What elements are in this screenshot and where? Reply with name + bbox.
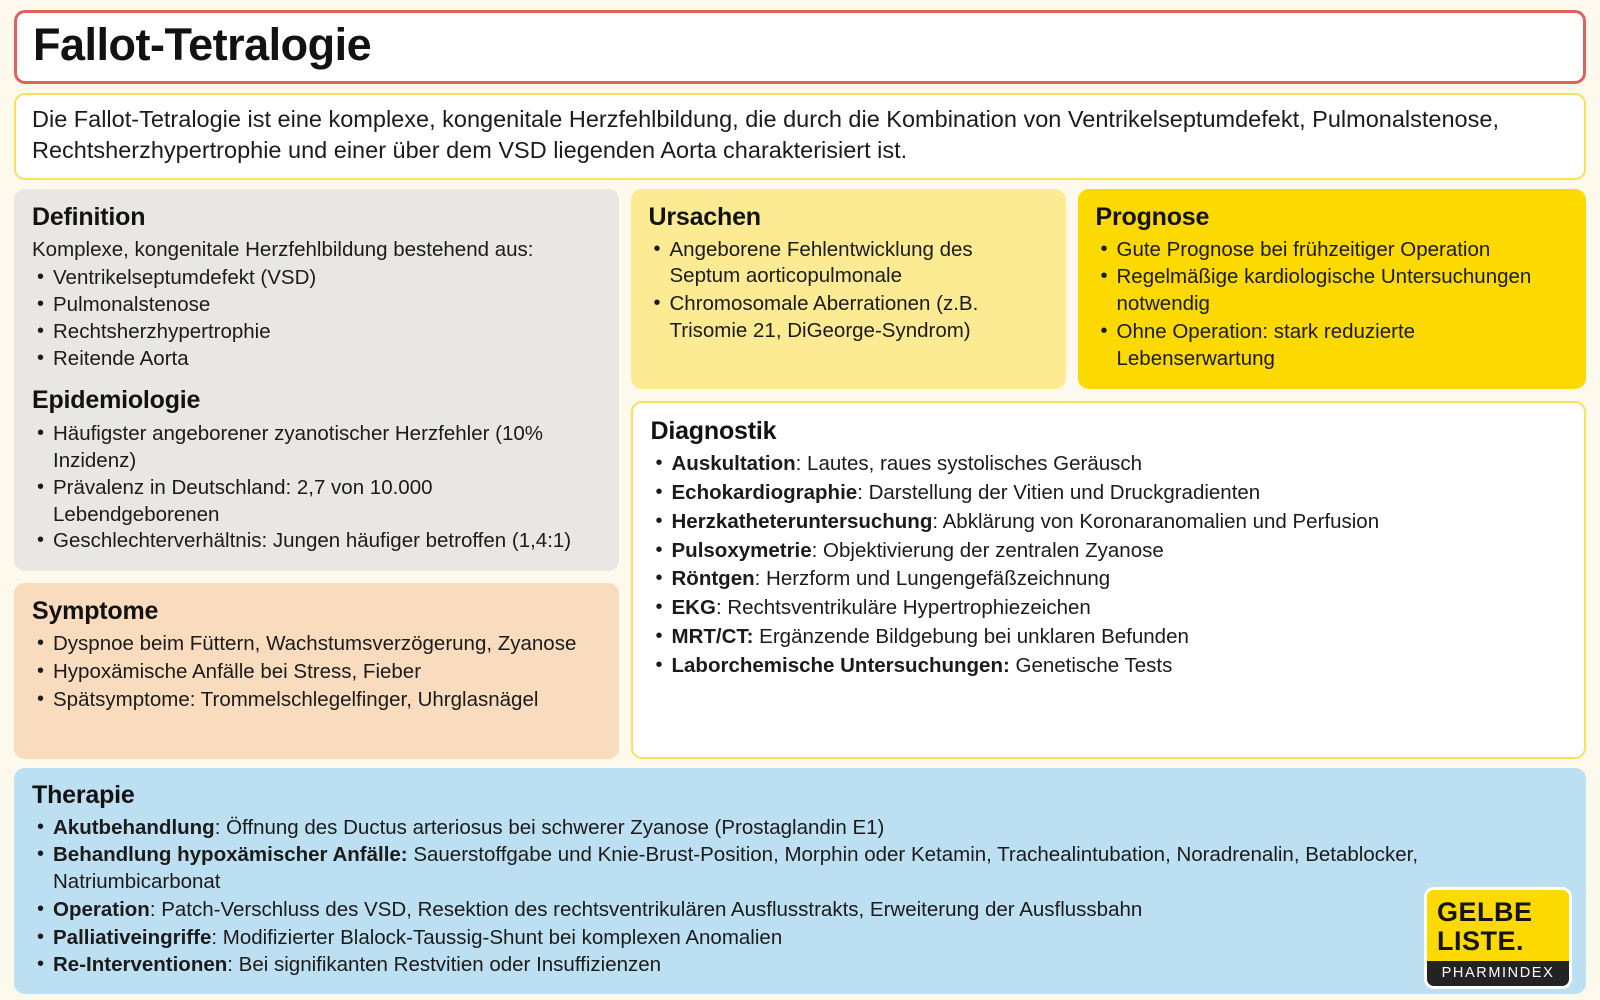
therapie-heading: Therapie (32, 780, 135, 809)
list-item-term: Behandlung hypoxämischer Anfälle: (53, 843, 408, 867)
list-item-term: Röntgen (671, 567, 755, 591)
list-item (32, 925, 1568, 952)
logo-line-2: LISTE. (1437, 926, 1525, 956)
list-item (651, 566, 1567, 593)
list-item (651, 480, 1567, 507)
list-item-term: Pulsoxymetrie (671, 538, 812, 562)
list-item: • Ohne Operation: stark reduzierte Lebenserwartung (1096, 319, 1569, 373)
list-item-text: : Abklärung von Koronaranomalien und Perfusion (932, 509, 1380, 533)
list-item: • Spätsymptome: Trommelschlegelfinger, Uhrglasnägel (32, 687, 601, 714)
list-item: • Regelmäßige kardiologische Untersuchungen notwendig (1096, 264, 1569, 318)
list-item-text: : Objektivierung der zentralen Zyanose (811, 538, 1164, 562)
list-item (32, 815, 1568, 842)
list-item-term: Operation (53, 897, 150, 921)
logo-line-1: GELBE (1437, 897, 1533, 927)
list-item-text: : Patch-Verschluss des VSD, Resektion des rechtsventrikulären Ausflusstrakts, Erweiterung der Ausflussbahn (149, 897, 1143, 921)
symptome-card (14, 583, 619, 758)
list-item-text: : Öffnung des Ductus arteriosus bei schwerer Zyanose (Prostaglandin E1) (214, 815, 885, 839)
list-item-term: Re-Interventionen (53, 953, 228, 977)
list-item (651, 653, 1567, 680)
list-item: • Prävalenz in Deutschland: 2,7 von 10.000 Lebendgeborenen (32, 475, 601, 529)
list-item-text: : Lautes, raues systolisches Geräusch (795, 452, 1143, 476)
list-item: • Reitende Aorta (32, 346, 601, 373)
list-item-text: : Bei signifikanten Restvitien oder Insuffizienzen (227, 953, 662, 977)
list-item (651, 595, 1567, 622)
list-item-term: EKG (671, 596, 716, 620)
therapie-list (32, 815, 1568, 980)
list-item-text: : Modifizierter Blalock-Taussig-Shunt bei komplexen Anomalien (211, 925, 783, 949)
list-item-text: Ergänzende Bildgebung bei unklaren Befunden (753, 624, 1189, 648)
list-item-term: Akutbehandlung (53, 815, 215, 839)
list-item: • Ventrikelseptumdefekt (VSD) (32, 265, 601, 292)
definition-list (32, 265, 601, 372)
diagnostik-heading: Diagnostik (650, 417, 777, 446)
symptome-list (32, 631, 601, 713)
list-item-term: Laborchemische Untersuchungen: (671, 653, 1010, 677)
list-item: • Pulmonalstenose (32, 292, 601, 319)
prognose-heading: Prognose (1095, 202, 1210, 231)
list-item (32, 897, 1568, 927)
logo-subtitle: PHARMINDEX (1427, 961, 1569, 986)
definition-lead: Komplexe, kongenitale Herzfehlbildung bestehend aus: (32, 237, 534, 261)
list-item: • Angeborene Fehlentwicklung des Septum aorticopulmonale (649, 237, 1048, 291)
epidemiologie-heading: Epidemiologie (32, 386, 201, 415)
title-card (14, 10, 1586, 84)
list-item (32, 842, 1568, 896)
list-item: • Geschlechterverhältnis: Jungen häufiger betroffen (1,4:1) (32, 528, 601, 555)
list-item (651, 538, 1567, 565)
list-item-text: Genetische Tests (1009, 653, 1173, 677)
symptome-heading: Symptome (32, 597, 159, 626)
list-item: • Dyspnoe beim Füttern, Wachstumsverzögerung, Zyanose (32, 631, 601, 658)
list-item-term: MRT/CT: (671, 624, 754, 648)
list-item (651, 451, 1567, 478)
list-item (32, 952, 1568, 979)
right-column (631, 189, 1587, 759)
list-item-text: Sauerstoffgabe und Knie-Brust-Position, Morphin oder Ketamin, Trachealintubation, Noradrenalin, Betablocker, Natriumbicarbonat (53, 843, 1419, 893)
list-item-text: : Rechtsventrikuläre Hypertrophiezeichen (715, 596, 1091, 620)
page-title: Fallot-Tetralogie (33, 19, 372, 70)
list-item: • Gute Prognose bei frühzeitiger Operation (1096, 237, 1569, 264)
list-item (651, 509, 1567, 536)
gelbe-liste-logo (1427, 890, 1569, 986)
diagnostik-list (651, 451, 1567, 679)
content-grid (14, 189, 1586, 759)
list-item-term: Herzkatheteruntersuchung (671, 509, 933, 533)
diagnostik-card (631, 401, 1587, 758)
ursachen-heading: Ursachen (648, 202, 761, 231)
ursachen-list (649, 237, 1048, 345)
right-top-row (631, 189, 1587, 390)
intro-card (14, 93, 1586, 180)
left-column (14, 189, 619, 759)
list-item: • Chromosomale Aberrationen (z.B. Trisomie 21, DiGeorge-Syndrom) (649, 291, 1048, 345)
list-item-term: Echokardiographie (671, 481, 858, 505)
ursachen-card (631, 189, 1066, 390)
intro-text: Die Fallot-Tetralogie ist eine komplexe, kongenitale Herzfehlbildung, die durch die Kombination von Ventrikelseptumdefekt, Pulmonalstenose, Rechtsherzhypertrophie und einer über dem VSD liegenden Aorta charakterisiert ist. (32, 106, 1499, 164)
definition-heading: Definition (32, 202, 146, 231)
list-item (651, 624, 1567, 651)
prognose-card (1078, 189, 1587, 390)
prognose-list (1096, 237, 1569, 373)
epidemiologie-list (32, 421, 601, 555)
list-item: • Rechtsherzhypertrophie (32, 319, 601, 346)
list-item-term: Palliativeingriffe (53, 925, 212, 949)
list-item: • Hypoxämische Anfälle bei Stress, Fieber (32, 659, 601, 686)
list-item: • Häufigster angeborener zyanotischer Herzfehler (10% Inzidenz) (32, 421, 601, 475)
list-item-term: Auskultation (671, 452, 796, 476)
list-item-text: : Herzform und Lungengefäßzeichnung (754, 567, 1111, 591)
therapie-card (14, 768, 1586, 995)
definition-card (14, 189, 619, 571)
logo-wordmark (1427, 890, 1569, 961)
list-item-text: : Darstellung der Vitien und Druckgradienten (857, 481, 1261, 505)
